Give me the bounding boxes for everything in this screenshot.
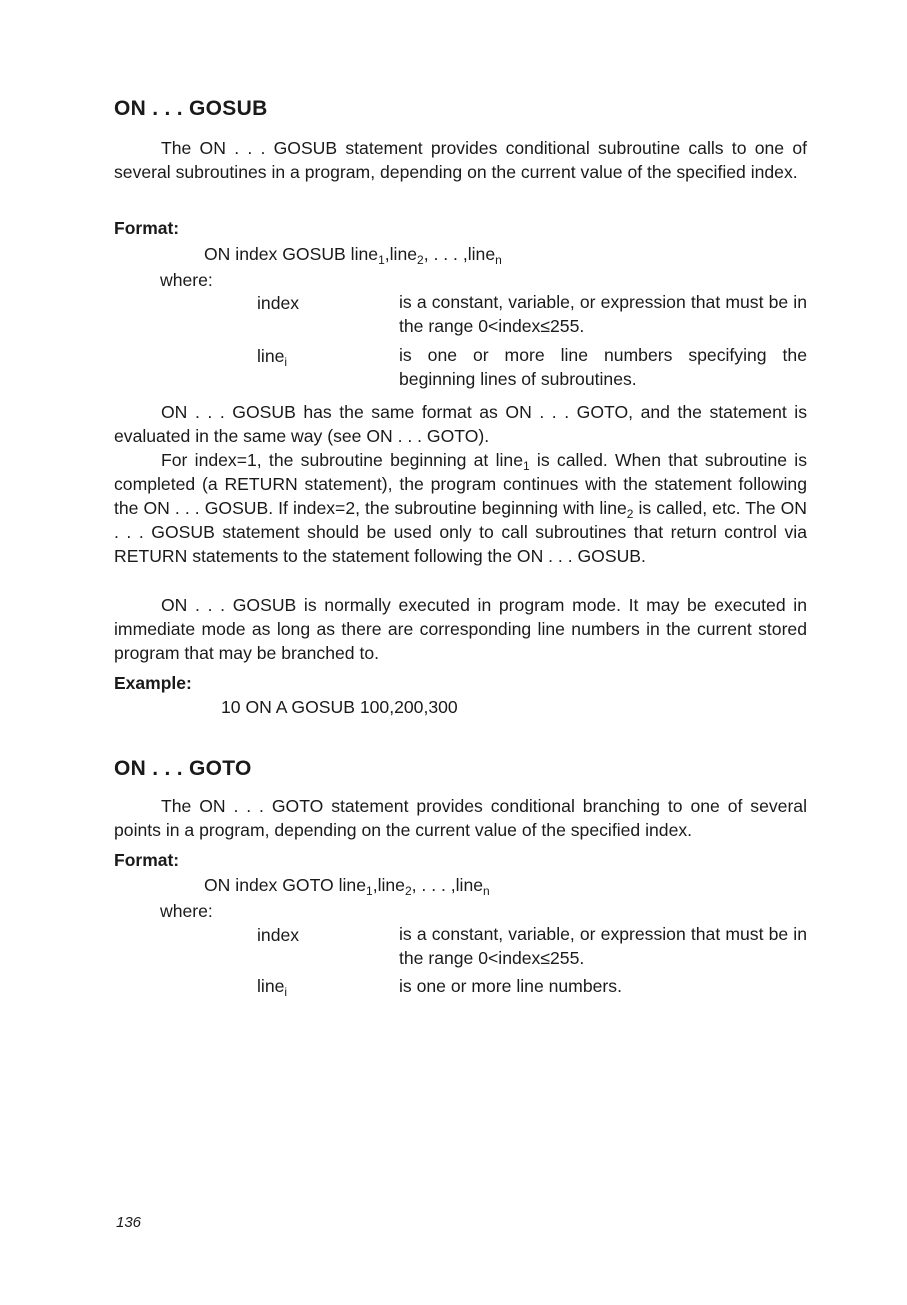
gosub-paragraph-3: [114, 448, 807, 568]
gosub-term-index: index: [257, 293, 300, 313]
section-title-goto: ON . . . GOTO: [114, 757, 252, 780]
gosub-term-line: [257, 346, 287, 367]
format-subscript: 2: [404, 884, 412, 898]
term-text: line: [257, 346, 285, 366]
gosub-paragraph-2: ON . . . GOSUB has the same format as ON . . . GOTO, and the statement is evaluated in the same way (see ON . . . GOTO).: [114, 402, 807, 446]
format-subscript: n: [483, 884, 490, 898]
format-text: ,line: [384, 244, 418, 264]
para-subscript: 2: [626, 507, 634, 521]
gosub-example-label: Example:: [114, 673, 192, 693]
page-number: 136: [116, 1214, 142, 1231]
para-subscript: 1: [522, 459, 530, 473]
gosub-paragraph-4: ON . . . GOSUB is normally executed in program mode. It may be executed in immediate mode as long as there are corresponding line numbers in the current stored program that may be branched to.: [114, 595, 807, 663]
para-text: For index=1, the subroutine beginning at line: [161, 450, 523, 470]
format-text: ON index GOTO line: [204, 875, 366, 895]
gosub-example-code: 10 ON A GOSUB 100,200,300: [221, 697, 458, 717]
gosub-def-line: is one or more line numbers specifying the beginning lines of subroutines.: [399, 345, 807, 389]
goto-intro-paragraph: The ON . . . GOTO statement provides conditional branching to one of several points in a program, depending on the current value of the specified index.: [114, 796, 807, 840]
gosub-format-syntax: [204, 244, 502, 265]
format-subscript: 1: [366, 884, 373, 898]
term-subscript: i: [284, 355, 288, 369]
goto-term-index: index: [257, 925, 300, 945]
para-text: is called, etc. The ON . . . GOSUB statement should be used only to call subroutines that return control via RETURN statements to the statement following the ON . . . GOSUB.: [114, 498, 807, 566]
format-text: , . . . ,line: [411, 875, 484, 895]
format-text: , . . . ,line: [423, 244, 496, 264]
gosub-where-label: where:: [160, 270, 213, 290]
goto-format-syntax: [204, 875, 490, 896]
format-subscript: 2: [417, 253, 424, 267]
goto-where-label: where:: [160, 901, 213, 921]
gosub-intro-paragraph: The ON . . . GOSUB statement provides conditional subroutine calls to one of several subroutines in a program, depending on the current value of the specified index.: [114, 138, 807, 182]
section-title-gosub: ON . . . GOSUB: [114, 97, 268, 120]
format-text: ON index GOSUB line: [204, 244, 379, 264]
goto-def-line: is one or more line numbers.: [399, 976, 622, 996]
gosub-format-label: Format:: [114, 218, 180, 238]
gosub-def-index: is a constant, variable, or expression that must be in the range 0<index≤255.: [399, 292, 807, 336]
para-text: is called. When that subroutine is completed (a RETURN statement), the program continues with the statement following the ON . . . GOSUB. If index=2, the subroutine beginning with line: [114, 450, 807, 518]
goto-def-index: is a constant, variable, or expression that must be in the range 0<index≤255.: [399, 924, 807, 968]
goto-format-label: Format:: [114, 850, 180, 870]
term-subscript: i: [284, 985, 288, 999]
term-text: line: [257, 976, 285, 996]
format-subscript: 1: [378, 253, 385, 267]
goto-term-line: [257, 976, 287, 997]
format-text: ,line: [372, 875, 405, 895]
format-subscript: n: [495, 253, 502, 267]
